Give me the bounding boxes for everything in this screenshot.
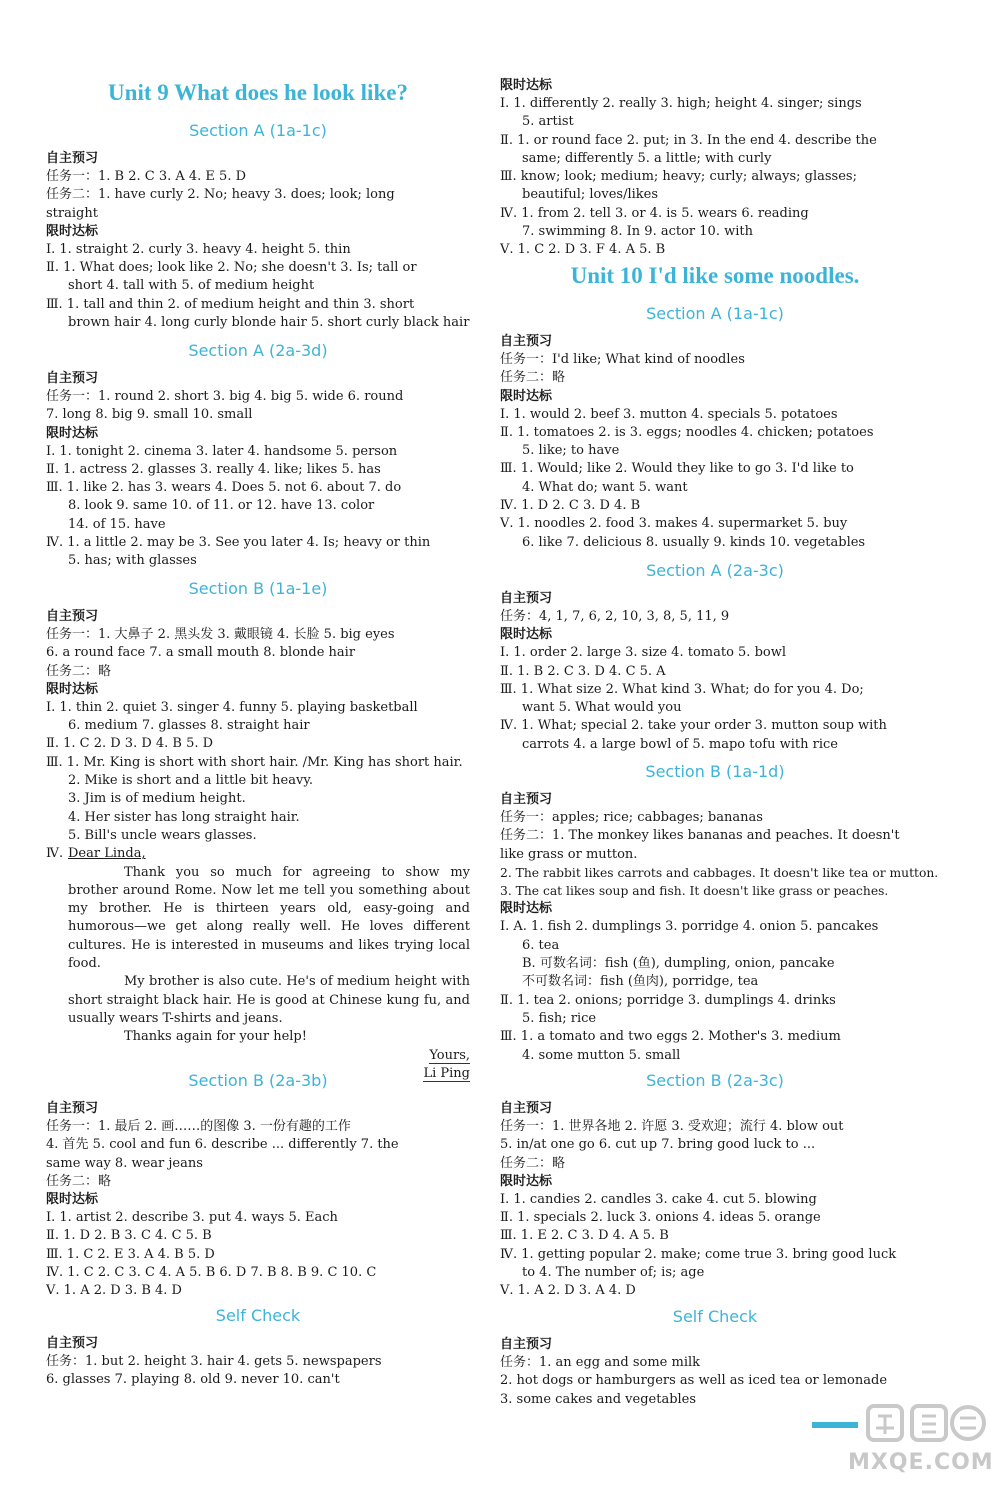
answer-line: Ⅰ. 1. straight 2. curly 3. heavy 4. height 5. thin xyxy=(46,241,351,257)
answer-line: B. 可数名词：fish (鱼), dumpling, onion, pancake xyxy=(522,956,835,972)
drill-label: 限时达标 xyxy=(46,1192,99,1208)
section-title: Section B (1a-1e) xyxy=(188,579,328,598)
answer-line: Ⅰ. 1. candies 2. candles 3. cake 4. cut 5. blowing xyxy=(500,1191,817,1207)
answer-line: Ⅲ. 1. Would; like 2. Would they like to go 3. I'd like to xyxy=(500,461,854,477)
answer-line: 任务：4, 1, 7, 6, 2, 10, 3, 8, 5, 11, 9 xyxy=(500,609,730,624)
drill-label: 限时达标 xyxy=(500,627,553,643)
answer-line: 5. like; to have xyxy=(522,443,620,459)
section-title: Section B (1a-1d) xyxy=(645,762,785,781)
answer-line: 5. artist xyxy=(522,114,574,130)
section-title: Self Check xyxy=(672,1307,758,1326)
drill-label: 限时达标 xyxy=(46,425,99,441)
answer-line: Ⅲ. 1. a tomato and two eggs 2. Mother's 3. medium xyxy=(500,1029,841,1045)
answer-line: Ⅱ. 1. C 2. D 3. D 4. B 5. D xyxy=(46,736,214,752)
answer-line: 4. Her sister has long straight hair. xyxy=(68,809,300,825)
answer-line: 任务二：1. have curly 2. No; heavy 3. does; look; long xyxy=(46,187,395,203)
section-body xyxy=(46,608,470,1083)
answer-line: Ⅳ. 1. D 2. C 3. D 4. B xyxy=(500,498,641,514)
answer-line: Ⅰ. 1. order 2. large 3. size 4. tomato 5. bowl xyxy=(500,645,786,661)
answer-line: 任务：1. but 2. height 3. hair 4. gets 5. newspapers xyxy=(46,1354,382,1369)
unit-10-title: Unit 10 I'd like some noodles. xyxy=(570,263,860,288)
section-body xyxy=(46,370,470,571)
answer-line: 任务一：1. 世界各地 2. 许愿 3. 受欢迎；流行 4. blow out xyxy=(500,1119,844,1134)
answer-line: 7. swimming 8. In 9. actor 10. with xyxy=(522,224,753,240)
answer-line: Ⅲ. 1. tall and thin 2. of medium height and thin 3. short xyxy=(46,296,415,312)
answer-line: Ⅴ. 1. C 2. D 3. F 4. A 5. B xyxy=(500,242,666,258)
answer-line: Ⅴ. 1. A 2. D 3. A 4. D xyxy=(500,1283,636,1299)
answer-line: 任务二：略 xyxy=(500,1155,566,1171)
answer-line: like grass or mutton. xyxy=(500,846,638,862)
answer-line: Ⅲ. 1. Mr. King is short with short hair. /Mr. King has short hair. xyxy=(46,754,463,770)
answer-line: 任务：1. an egg and some milk xyxy=(500,1355,701,1370)
preview-label: 自主预习 xyxy=(46,1101,99,1116)
section-body xyxy=(500,590,930,754)
answer-line: same; differently 5. a little; with curly xyxy=(522,150,772,166)
answer-line: 6. medium 7. glasses 8. straight hair xyxy=(68,718,310,734)
preview-label: 自主预习 xyxy=(500,591,553,606)
answer-line: 5. fish; rice xyxy=(522,1010,597,1026)
watermark-logo-icon xyxy=(808,1398,988,1454)
answer-line: Ⅲ. 1. What size 2. What kind 3. What; do for you 4. Do; xyxy=(500,681,864,697)
preview-label: 自主预习 xyxy=(500,1101,553,1116)
section-title: Section A (1a-1c) xyxy=(189,121,327,140)
section-body xyxy=(46,1100,470,1301)
watermark xyxy=(808,1398,994,1480)
drill-label: 限时达标 xyxy=(46,681,99,697)
drill-label: 限时达标 xyxy=(500,901,553,917)
answer-line: 14. of 15. have xyxy=(68,516,166,532)
answer-line: Ⅲ. 1. E 2. C 3. D 4. A 5. B xyxy=(500,1228,669,1244)
letter-closing: Yours, xyxy=(429,1047,470,1063)
answer-line: Ⅳ. 1. C 2. C 3. C 4. A 5. B 6. D 7. B 8. B 9. C 10. C xyxy=(46,1265,377,1281)
answer-line: 任务一：I'd like; What kind of noodles xyxy=(500,352,745,367)
answer-line: Ⅲ. know; look; medium; heavy; curly; always; glasses; xyxy=(500,169,857,185)
answer-line: 2. hot dogs or hamburgers as well as iced tea or lemonade xyxy=(500,1373,888,1389)
section-title: Section B (2a-3c) xyxy=(646,1071,784,1090)
preview-label: 自主预习 xyxy=(500,1337,553,1352)
answer-line: Ⅰ. A. 1. fish 2. dumplings 3. porridge 4. onion 5. pancakes xyxy=(500,919,879,935)
answer-line: 任务一：1. 最后 2. 画……的图像 3. 一份有趣的工作 xyxy=(46,1119,351,1134)
drill-label: 限时达标 xyxy=(500,388,553,404)
answer-line: 任务二：略 xyxy=(46,1173,112,1189)
answer-line: Ⅱ. 1. What does; look like 2. No; she doesn't 3. Is; tall or xyxy=(46,260,417,276)
answer-line: Ⅳ. 1. getting popular 2. make; come true 3. bring good luck xyxy=(500,1246,897,1262)
answer-line: 2. The rabbit likes carrots and cabbages. It doesn't like tea or mutton. xyxy=(500,865,939,880)
preview-label: 自主预习 xyxy=(46,371,99,386)
answer-line: want 5. What would you xyxy=(522,700,682,716)
section-body xyxy=(500,791,939,1065)
answer-line: 任务一：1. B 2. C 3. A 4. E 5. D xyxy=(46,169,247,184)
answer-line: carrots 4. a large bowl of 5. mapo tofu with rice xyxy=(522,736,838,752)
section-title: Section B (2a-3b) xyxy=(188,1071,328,1090)
answer-line: straight xyxy=(46,205,98,221)
section-title: Section A (2a-3c) xyxy=(646,561,784,580)
answer-line: Ⅳ. 1. What; special 2. take your order 3. mutton soup with xyxy=(500,718,887,734)
section-body xyxy=(46,1335,470,1390)
answer-line: Ⅲ. 1. C 2. E 3. A 4. B 5. D xyxy=(46,1246,215,1262)
section-body xyxy=(500,77,930,260)
answer-line: 3. The cat likes soup and fish. It doesn't like grass or peaches. xyxy=(500,884,889,899)
preview-label: 自主预习 xyxy=(46,1336,99,1351)
letter-paragraph: Thanks again for your help! xyxy=(124,1029,307,1045)
letter-paragraph: Thank you so much for agreeing to show my brother around Rome. Now let me tell you something about my brother. He is thirteen years old, easy-going and humorous—we get along really well. He loves different cultures. He is interested in museums and likes trying local food. xyxy=(68,864,470,972)
answer-line: 任务一：1. round 2. short 3. big 4. big 5. wide 6. round xyxy=(46,389,404,404)
answer-line: beautiful; loves/likes xyxy=(522,187,659,203)
answer-line: Ⅰ. 1. thin 2. quiet 3. singer 4. funny 5. playing basketball xyxy=(46,699,418,715)
section-title: Self Check xyxy=(215,1306,301,1325)
answer-line: Ⅱ. 1. B 2. C 3. D 4. C 5. A xyxy=(500,663,666,679)
answer-line: Ⅳ. 1. from 2. tell 3. or 4. is 5. wears 6. reading xyxy=(500,205,809,221)
answer-line: Ⅱ. 1. D 2. B 3. C 4. C 5. B xyxy=(46,1228,212,1244)
answer-line: Ⅰ. 1. would 2. beef 3. mutton 4. specials 5. potatoes xyxy=(500,406,838,422)
answer-line: Ⅱ. 1. actress 2. glasses 3. really 4. like; likes 5. has xyxy=(46,461,381,477)
answer-line: Ⅴ. 1. noodles 2. food 3. makes 4. supermarket 5. buy xyxy=(500,516,848,532)
answer-line: 3. Jim is of medium height. xyxy=(68,791,246,807)
answer-line: 4. 首先 5. cool and fun 6. describe ... differently 7. the xyxy=(46,1137,399,1153)
answer-line: Ⅱ. 1. tomatoes 2. is 3. eggs; noodles 4. chicken; potatoes xyxy=(500,424,874,440)
answer-line: 6. glasses 7. playing 8. old 9. never 10. can't xyxy=(46,1372,340,1388)
answer-line: 8. look 9. same 10. of 11. or 12. have 13. color xyxy=(68,498,375,514)
answer-line: same way 8. wear jeans xyxy=(46,1155,203,1171)
section-body xyxy=(46,150,470,332)
answer-line: 2. Mike is short and a little bit heavy. xyxy=(68,773,314,789)
answer-line: 5. in/at one go 6. cut up 7. bring good luck to ... xyxy=(500,1137,816,1153)
answer-line: Ⅴ. 1. A 2. D 3. B 4. D xyxy=(46,1283,182,1299)
answer-line: 5. Bill's uncle wears glasses. xyxy=(68,827,257,843)
answer-line: 3. some cakes and vegetables xyxy=(500,1391,697,1407)
section-title: Section A (1a-1c) xyxy=(646,304,784,323)
drill-label: 限时达标 xyxy=(500,78,553,93)
watermark-text: MXQE.COM xyxy=(848,1450,994,1475)
preview-label: 自主预习 xyxy=(500,792,553,807)
answer-line: 5. has; with glasses xyxy=(68,553,197,569)
letter xyxy=(46,845,470,1083)
section-title: Section A (2a-3d) xyxy=(188,341,328,360)
drill-label: 限时达标 xyxy=(500,1173,553,1189)
answer-line: 4. What do; want 5. want xyxy=(522,479,688,495)
answer-line: Ⅰ. 1. artist 2. describe 3. put 4. ways 5. Each xyxy=(46,1210,338,1226)
answer-line: 6. tea xyxy=(522,937,560,953)
answer-line: 任务二：1. The monkey likes bananas and peaches. It doesn't xyxy=(500,828,900,844)
answer-line: short 4. tall with 5. of medium height xyxy=(68,278,315,294)
answer-line: Ⅱ. 1. specials 2. luck 3. onions 4. ideas 5. orange xyxy=(500,1210,821,1226)
letter-signature: Li Ping xyxy=(423,1065,470,1081)
section-body xyxy=(500,1100,930,1301)
answer-line: Ⅰ. 1. tonight 2. cinema 3. later 4. handsome 5. person xyxy=(46,443,398,459)
unit-9-title: Unit 9 What does he look like? xyxy=(108,80,408,105)
preview-label: 自主预习 xyxy=(46,609,99,624)
letter-greeting: Dear Linda, xyxy=(68,846,146,862)
answer-line: 任务二：略 xyxy=(500,370,566,386)
section-body xyxy=(500,333,930,552)
answer-line: Ⅱ. 1. or round face 2. put; in 3. In the end 4. describe the xyxy=(500,132,877,148)
answer-line: brown hair 4. long curly blonde hair 5. short curly black hair xyxy=(68,315,470,331)
preview-label: 自主预习 xyxy=(46,151,99,166)
answer-line: 任务二：略 xyxy=(46,663,112,679)
letter-paragraph: My brother is also cute. He's of medium height with short straight black hair. He is good at Chinese kung fu, and usually wears T-shirts and jeans. xyxy=(68,974,470,1026)
answer-line: 不可数名词：fish (鱼肉), porridge, tea xyxy=(522,974,759,990)
answer-line: 7. long 8. big 9. small 10. small xyxy=(46,407,253,423)
preview-label: 自主预习 xyxy=(500,334,553,349)
letter-label: Ⅳ. xyxy=(46,846,64,862)
answer-line: Ⅳ. 1. a little 2. may be 3. See you later 4. Is; heavy or thin xyxy=(46,535,431,551)
drill-label: 限时达标 xyxy=(46,223,99,239)
answer-line: Ⅲ. 1. like 2. has 3. wears 4. Does 5. not 6. about 7. do xyxy=(46,480,402,496)
answer-line: Ⅰ. 1. differently 2. really 3. high; height 4. singer; sings xyxy=(500,96,862,111)
answer-line: 任务一：1. 大鼻子 2. 黑头发 3. 戴眼镜 4. 长脸 5. big eyes xyxy=(46,627,395,642)
answer-line: to 4. The number of; is; age xyxy=(522,1265,705,1281)
answer-line: 6. like 7. delicious 8. usually 9. kinds 10. vegetables xyxy=(522,534,866,550)
answer-line: 4. some mutton 5. small xyxy=(522,1047,681,1063)
answer-line: 任务一：apples; rice; cabbages; bananas xyxy=(500,810,763,825)
answer-line: Ⅱ. 1. tea 2. onions; porridge 3. dumplings 4. drinks xyxy=(500,992,836,1008)
answer-line: 6. a round face 7. a small mouth 8. blonde hair xyxy=(46,645,356,661)
